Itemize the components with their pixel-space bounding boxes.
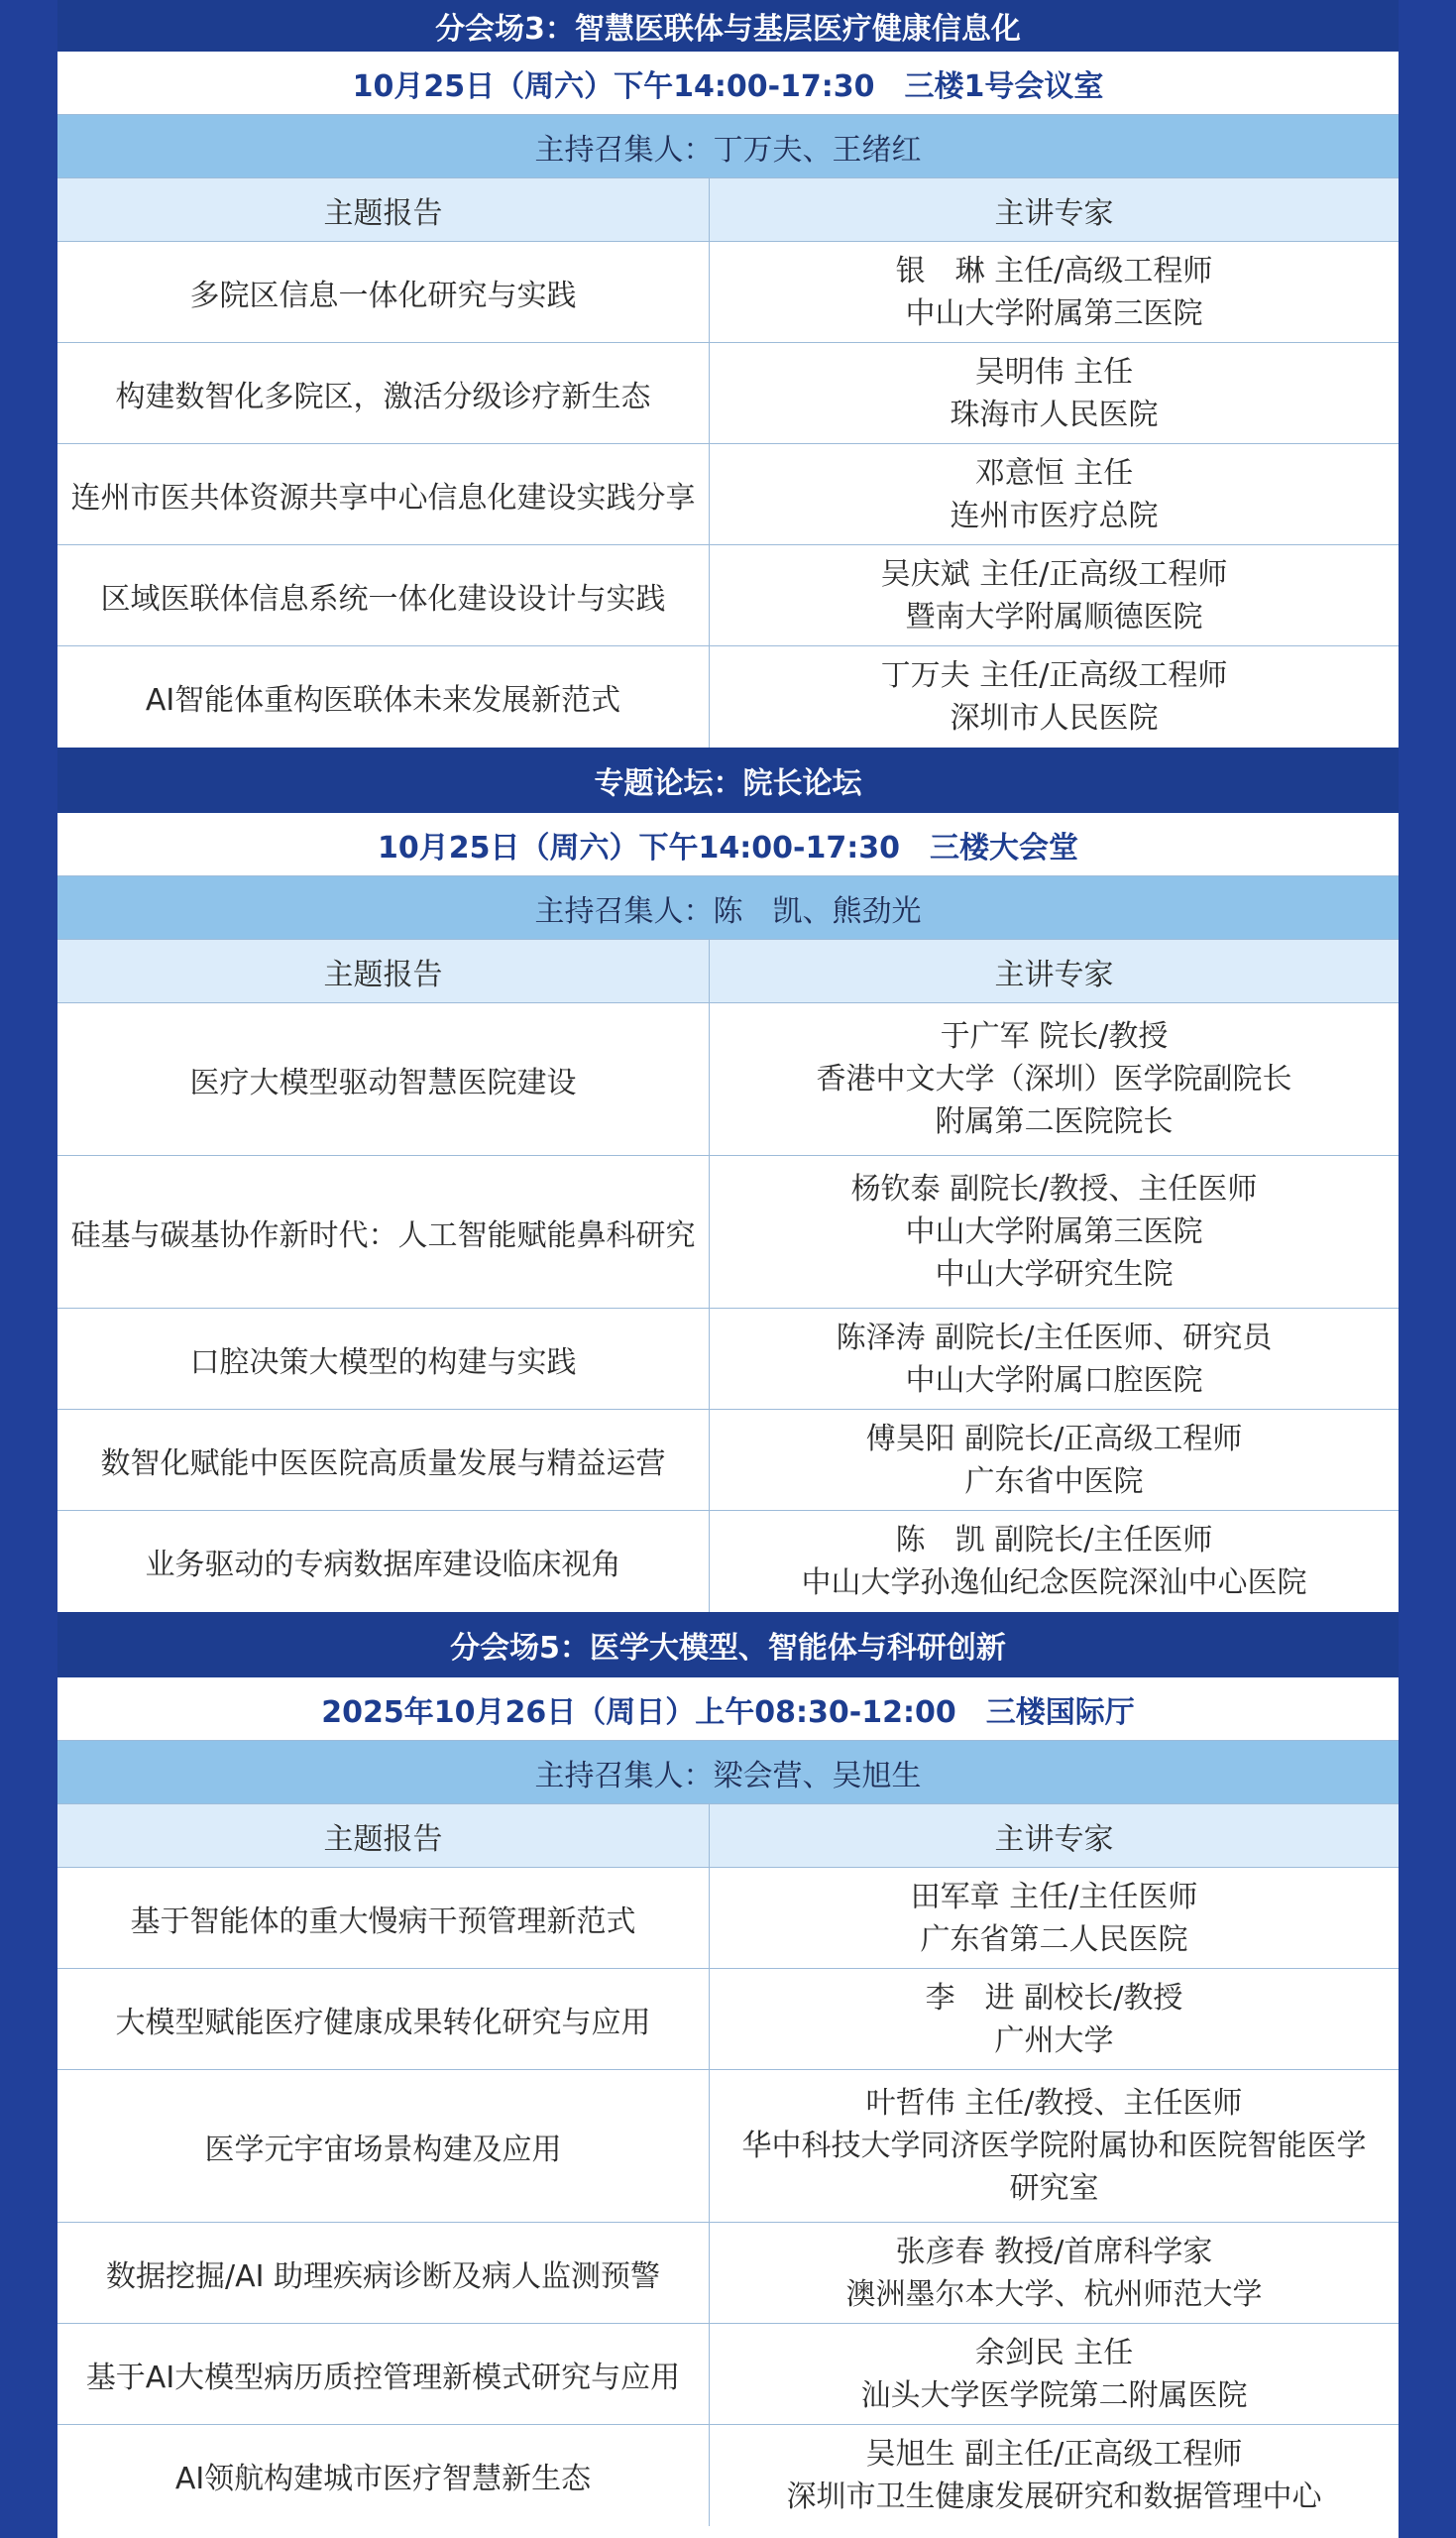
talk-speaker: 叶哲伟 主任/教授、主任医师 华中科技大学同济医学院附属协和医院智能医学 研究室 — [741, 2086, 1367, 2206]
talk-row — [57, 242, 1399, 343]
column-header-row — [57, 940, 1399, 1003]
talk-row — [57, 1868, 1399, 1969]
session-host: 主持召集人：陈 凯、熊劲光 — [57, 876, 1399, 940]
talk-row — [57, 2223, 1399, 2324]
column-header-speaker: 主讲专家 — [994, 1821, 1114, 1857]
talk-speaker: 李 进 副校长/教授 广州大学 — [925, 1980, 1183, 2058]
talk-topic: 数智化赋能中医医院高质量发展与精益运营 — [57, 1410, 710, 1510]
session-date-venue: 2025年10月26日（周日）上午08:30-12:00 三楼国际厅 — [57, 1677, 1399, 1741]
talk-speaker: 傅昊阳 副院长/正高级工程师 广东省中医院 — [865, 1421, 1243, 1499]
talk-row — [57, 1309, 1399, 1410]
session-title: 分会场3：智慧医联体与基层医疗健康信息化 — [57, 0, 1399, 52]
session-title: 分会场5：医学大模型、智能体与科研创新 — [57, 1612, 1399, 1677]
column-header-topic: 主题报告 — [57, 1804, 710, 1867]
talk-topic: 医学元宇宙场景构建及应用 — [57, 2070, 710, 2222]
talk-speaker: 吴庆斌 主任/正高级工程师 暨南大学附属顺德医院 — [880, 556, 1228, 634]
talk-speaker: 吴明伟 主任 珠海市人民医院 — [950, 354, 1159, 432]
talk-speaker: 吴旭生 副主任/正高级工程师 深圳市卫生健康发展研究和数据管理中心 — [786, 2437, 1322, 2514]
talk-row — [57, 1410, 1399, 1511]
column-header-speaker: 主讲专家 — [994, 195, 1114, 231]
talk-row — [57, 2070, 1399, 2223]
talk-speaker: 银 琳 主任/高级工程师 中山大学附属第三医院 — [895, 253, 1213, 331]
talk-topic: AI领航构建城市医疗智慧新生态 — [57, 2425, 710, 2526]
session-title: 专题论坛：院长论坛 — [57, 748, 1399, 813]
column-header-topic: 主题报告 — [57, 940, 710, 1002]
talk-topic: 连州市医共体资源共享中心信息化建设实践分享 — [57, 444, 710, 544]
talk-speaker: 丁万夫 主任/正高级工程师 深圳市人民医院 — [880, 658, 1228, 736]
talk-topic: 多院区信息一体化研究与实践 — [57, 242, 710, 342]
talk-topic: 基于智能体的重大慢病干预管理新范式 — [57, 1868, 710, 1968]
talk-row — [57, 444, 1399, 545]
talk-speaker: 邓意恒 主任 连州市医疗总院 — [950, 455, 1159, 533]
talk-speaker: 余剑民 主任 汕头大学医学院第二附属医院 — [860, 2335, 1248, 2413]
talk-speaker: 陈 凯 副院长/主任医师 中山大学孙逸仙纪念医院深汕中心医院 — [801, 1523, 1307, 1600]
talk-topic: 区域医联体信息系统一体化建设设计与实践 — [57, 545, 710, 645]
talk-speaker: 田军章 主任/主任医师 广东省第二人民医院 — [910, 1879, 1198, 1957]
column-header-row — [57, 178, 1399, 242]
talk-topic: 硅基与碳基协作新时代：人工智能赋能鼻科研究 — [57, 1156, 710, 1308]
agenda-table — [57, 0, 1399, 2538]
session-host: 主持召集人：梁会营、吴旭生 — [57, 1741, 1399, 1804]
talk-row — [57, 2425, 1399, 2526]
talk-topic: 业务驱动的专病数据库建设临床视角 — [57, 1511, 710, 1612]
talk-speaker: 杨钦泰 副院长/教授、主任医师 中山大学附属第三医院 中山大学研究生院 — [850, 1172, 1258, 1292]
talk-row — [57, 1156, 1399, 1309]
talk-topic: 基于AI大模型病历质控管理新模式研究与应用 — [57, 2324, 710, 2424]
talk-topic: AI智能体重构医联体未来发展新范式 — [57, 646, 710, 748]
talk-row — [57, 545, 1399, 646]
talk-row — [57, 343, 1399, 444]
talk-row — [57, 2324, 1399, 2425]
talk-topic: 数据挖掘/AI 助理疾病诊断及病人监测预警 — [57, 2223, 710, 2323]
talk-row — [57, 646, 1399, 748]
talk-topic: 大模型赋能医疗健康成果转化研究与应用 — [57, 1969, 710, 2069]
talk-speaker: 张彦春 教授/首席科学家 澳洲墨尔本大学、杭州师范大学 — [845, 2234, 1263, 2312]
talk-topic: 医疗大模型驱动智慧医院建设 — [57, 1003, 710, 1155]
session-date-venue: 10月25日（周六）下午14:00-17:30 三楼大会堂 — [57, 813, 1399, 876]
column-header-row — [57, 1804, 1399, 1868]
session-host: 主持召集人：丁万夫、王绪红 — [57, 115, 1399, 178]
talk-topic: 构建数智化多院区，激活分级诊疗新生态 — [57, 343, 710, 443]
talk-topic: 口腔决策大模型的构建与实践 — [57, 1309, 710, 1409]
talk-row — [57, 1003, 1399, 1156]
talk-speaker: 陈泽涛 副院长/主任医师、研究员 中山大学附属口腔医院 — [836, 1320, 1273, 1398]
column-header-topic: 主题报告 — [57, 178, 710, 241]
talk-row — [57, 1969, 1399, 2070]
column-header-speaker: 主讲专家 — [994, 957, 1114, 992]
talk-row — [57, 1511, 1399, 1612]
talk-speaker: 于广军 院长/教授 香港中文大学（深圳）医学院副院长 附属第二医院院长 — [816, 1019, 1292, 1139]
session-date-venue: 10月25日（周六）下午14:00-17:30 三楼1号会议室 — [57, 52, 1399, 115]
